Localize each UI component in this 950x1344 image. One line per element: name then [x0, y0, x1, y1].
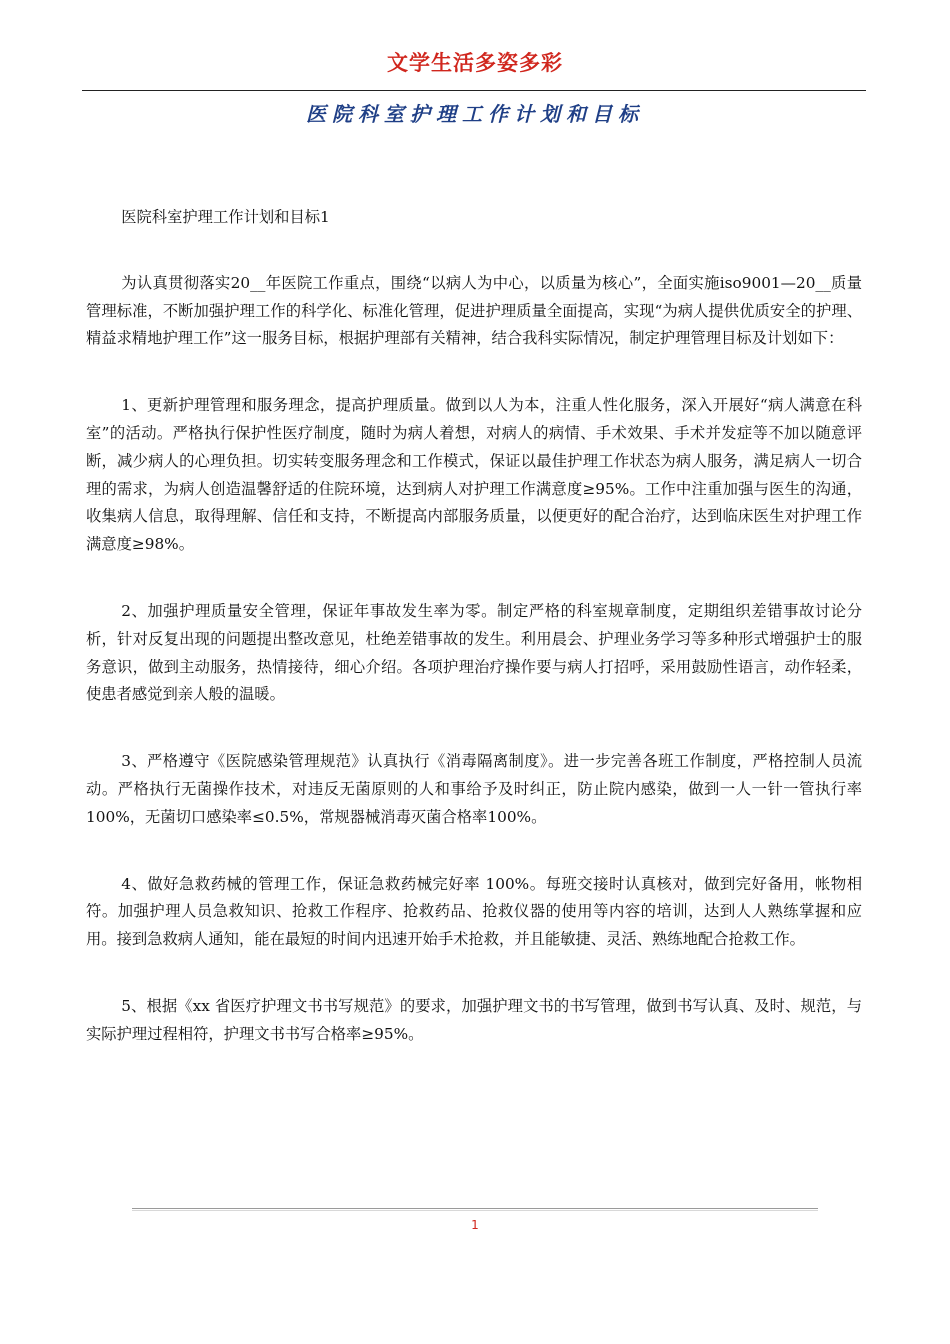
- document-body: [86, 204, 862, 1088]
- intro-paragraph: 为认真贯彻落实20__年医院工作重点，围绕“以病人为中心，以质量为核心”，全面实施iso9001—20__质量管理标准，不断加强护理工作的科学化、标准化管理，促进护理质量全面提高，实现“为病人提供优质安全的护理、精益求精地护理工作”这一服务目标，根据护理部有关精神，结合我科实际情况，制定护理管理目标及计划如下：: [86, 273, 862, 348]
- paragraph-item-4: 4、做好急救药械的管理工作，保证急救药械完好率 100%。每班交接时认真核对，做到完好备用，帐物相符。加强护理人员急救知识、抢救工作程序、抢救药品、抢救仪器的使用等内容的培训，达到人人熟练掌握和应用。接到急救病人通知，能在最短的时间内迅速开始手术抢救，并且能敏捷、灵活、熟练地配合抢救工作。: [86, 874, 862, 949]
- footer-divider: [132, 1208, 818, 1209]
- paragraph-item-3: 3、严格遵守《医院感染管理规范》认真执行《消毒隔离制度》。进一步完善各班工作制度，严格控制人员流动。严格执行无菌操作技术，对违反无菌原则的人和事给予及时纠正，防止院内感染，做到一人一针一管执行率100%，无菌切口感染率≤0.5%，常规器械消毒灭菌合格率100%。: [86, 752, 862, 826]
- paragraph-item-1: 1、更新护理管理和服务理念，提高护理质量。做到以人为本，注重人性化服务，深入开展好“病人满意在科室”的活动。严格执行保护性医疗制度，随时为病人着想，对病人的病情、手术效果、手术并发症等不加以随意评断，减少病人的心理负担。切实转变服务理念和工作模式，保证以最佳护理工作状态为病人服务，满足病人一切合理的需求，为病人创造温馨舒适的住院环境，达到病人对护理工作满意度≥95%。工作中注重加强与医生的沟通，收集病人信息，取得理解、信任和支持，不断提高内部服务质量，以便更好的配合治疗，达到临床医生对护理工作满意度≥98%。: [86, 396, 862, 554]
- document-title: 医院科室护理工作计划和目标: [306, 102, 644, 126]
- document-subtitle: 医院科室护理工作计划和目标1: [121, 208, 330, 226]
- page-number: 1: [471, 1218, 479, 1232]
- header-divider: [82, 90, 866, 91]
- paragraph-item-5: 5、根据《xx 省医疗护理文书书写规范》的要求，加强护理文书的书写管理，做到书写认真、及时、规范，与实际护理过程相符，护理文书书写合格率≥95%。: [86, 996, 862, 1043]
- site-header-title: 文学生活多姿多彩: [387, 51, 563, 75]
- paragraph-item-2: 2、加强护理质量安全管理，保证年事故发生率为零。制定严格的科室规章制度，定期组织差错事故讨论分析，针对反复出现的问题提出整改意见，杜绝差错事故的发生。利用晨会、护理业务学习等多种形式增强护士的服务意识，做到主动服务，热情接待，细心介绍。各项护理治疗操作要与病人打招呼，采用鼓励性语言，动作轻柔，使患者感觉到亲人般的温暖。: [86, 601, 862, 704]
